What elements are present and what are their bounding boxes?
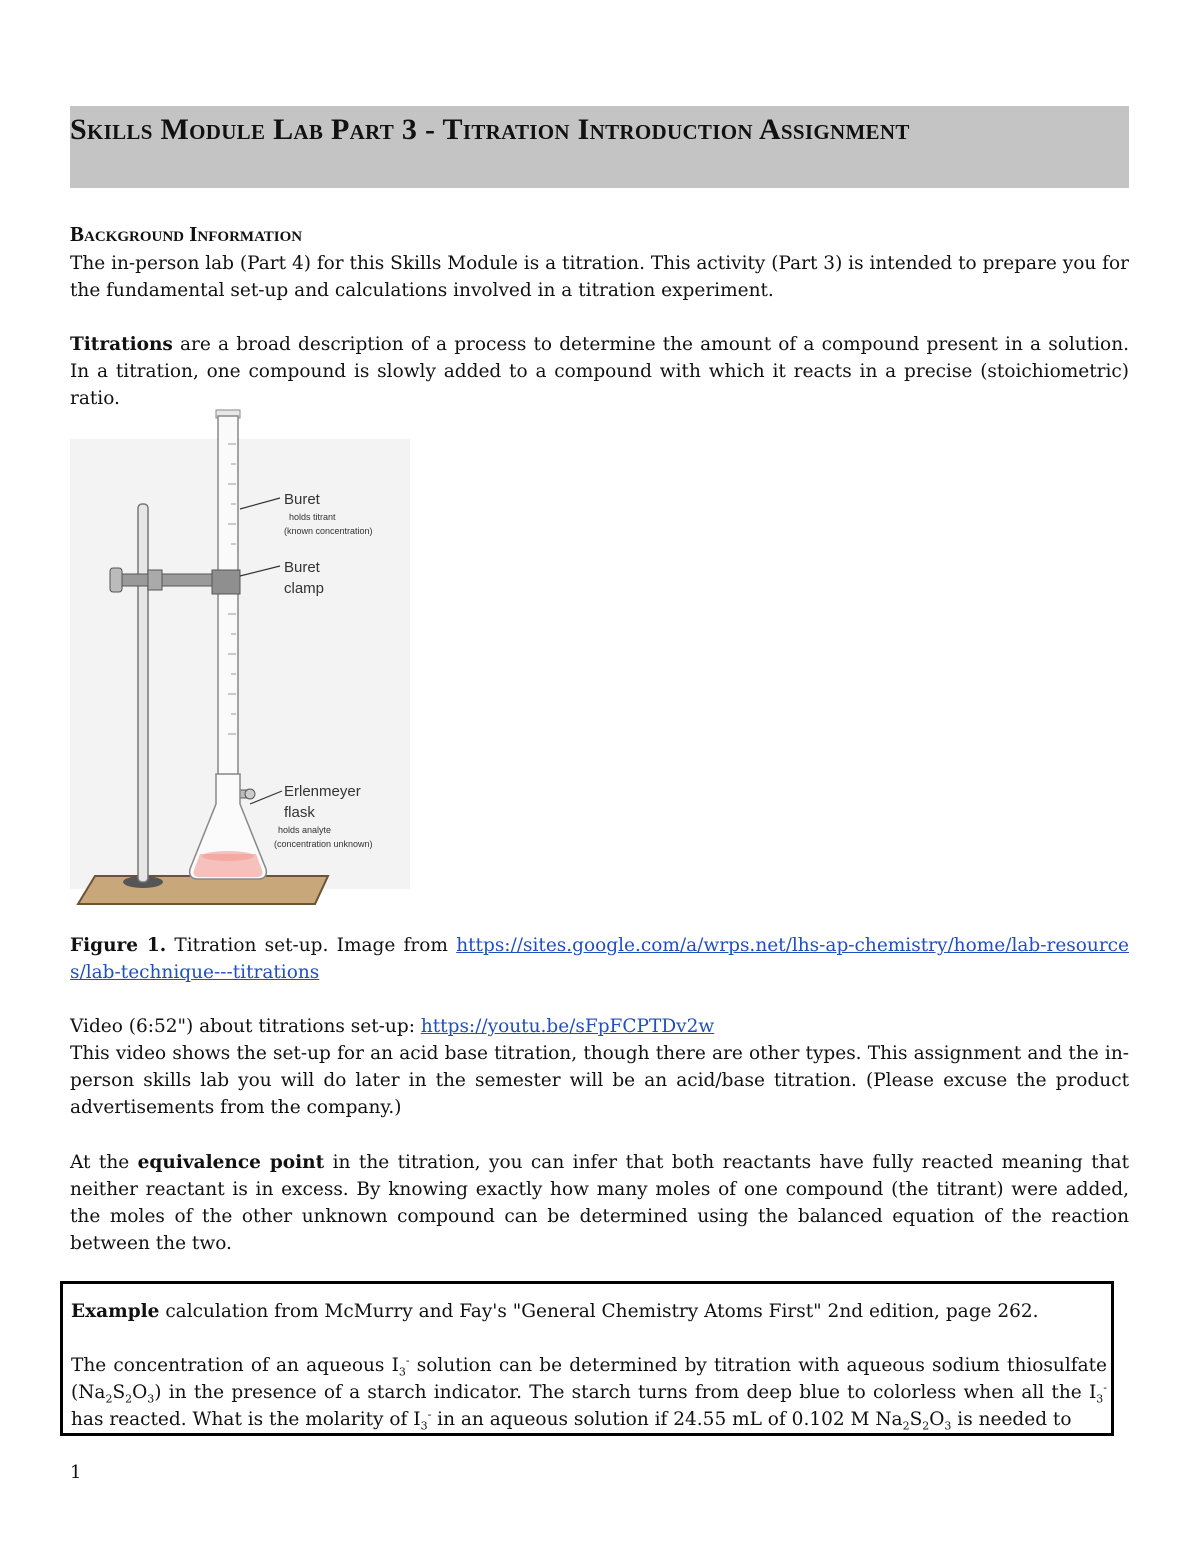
q-part-1: The concentration of an aqueous I <box>71 1355 399 1376</box>
s-symbol: S <box>112 1382 126 1403</box>
q-part-5: in an aqueous solution if 24.55 mL of 0.102 M Na <box>431 1409 903 1430</box>
label-flask-2: flask <box>284 804 315 821</box>
sub-3d: 3 <box>420 1419 428 1433</box>
equivalence-paragraph <box>70 1149 1129 1257</box>
clamp-knob <box>110 568 122 592</box>
label-clamp-2: clamp <box>284 580 325 597</box>
stopcock-handle <box>245 789 255 799</box>
label-flask-unknown: (concentration unknown) <box>274 839 373 849</box>
sub-3c: 3 <box>1096 1392 1104 1406</box>
video-prefix: Video (6:52") about titrations set-up: <box>70 1016 421 1037</box>
label-buret-known: (known concentration) <box>284 526 373 536</box>
example-intro <box>71 1298 1107 1325</box>
q-part-2: solution can be determined by titration with aqueous sodium thiosulfate (Na <box>71 1355 1107 1403</box>
sub-2c: 2 <box>902 1419 910 1433</box>
label-buret: Buret <box>284 491 320 508</box>
clamp-joint <box>148 570 162 590</box>
figure-caption-label: Figure 1. <box>70 935 167 956</box>
buret-clamp-grip <box>212 570 240 594</box>
figure-caption-text: Titration set-up. Image from <box>166 935 457 956</box>
figure-source-link[interactable]: https://sites.google.com/a/wrps.net/lhs-ap-chemistry/home/lab-resources/lab-technique---titrations <box>70 935 1129 983</box>
stand-rod <box>138 504 148 882</box>
example-question <box>71 1352 1107 1433</box>
titration-diagram <box>70 404 415 909</box>
page-number: 1 <box>70 1462 82 1483</box>
equivalence-text: in the titration, you can infer that both reactants have fully reacted meaning that neither reactant is in excess. By knowing exactly how many moles of one compound (the titrant) were added, the moles of the other unknown compound can be determined using the balanced equation of the reaction between the two. <box>70 1152 1130 1254</box>
sub-3b: 3 <box>147 1392 155 1406</box>
background-heading: Background Information <box>70 222 303 246</box>
equivalence-pre: At the <box>70 1152 138 1173</box>
sub-3: 3 <box>398 1365 406 1379</box>
q-part-3: ) in the presence of a starch indicator. The starch turns from deep blue to colorless when all the I <box>154 1382 1097 1403</box>
sup-minus-c: - <box>427 1407 432 1421</box>
sub-2d: 2 <box>922 1419 930 1433</box>
stand-base <box>78 876 328 904</box>
sup-minus-b: - <box>1103 1380 1107 1394</box>
o-symbol: O <box>132 1382 148 1403</box>
buret-tube <box>218 416 238 786</box>
example-intro-text: calculation from McMurry and Fay's "General Chemistry Atoms First" 2nd edition, page 262. <box>159 1301 1039 1322</box>
titration-setup-figure <box>70 404 415 909</box>
sub-3e: 3 <box>944 1419 952 1433</box>
figure-caption <box>70 932 1129 986</box>
video-description: This video shows the set-up for an acid base titration, though there are other types. This assignment and the in-person skills lab you will do later in the semester will be an acid/base titration. (Please excuse the product advertisements from the company.) <box>70 1043 1129 1118</box>
video-link[interactable]: https://youtu.be/sFpFCPTDv2w <box>420 1016 715 1037</box>
sup-minus: - <box>405 1353 410 1367</box>
label-flask-holds: holds analyte <box>278 825 332 835</box>
sub-2b: 2 <box>125 1392 133 1406</box>
q-part-6: is needed to <box>951 1409 1072 1430</box>
solution-surface <box>202 851 254 861</box>
video-line <box>70 1013 1129 1040</box>
o-symbol-b: O <box>929 1409 945 1430</box>
sub-2: 2 <box>105 1392 113 1406</box>
background-paragraph: The in-person lab (Part 4) for this Skills Module is a titration. This activity (Part 3) is intended to prepare you for the fundamental set-up and calculations involved in a titration experiment. <box>70 253 1129 301</box>
example-label: Example <box>71 1301 160 1322</box>
q-part-4: has reacted. What is the molarity of I <box>71 1409 421 1430</box>
equivalence-term: equivalence point <box>137 1152 325 1173</box>
titrations-term: Titrations <box>70 334 173 355</box>
label-flask-1: Erlenmeyer <box>284 783 361 800</box>
titrations-paragraph <box>70 331 1129 412</box>
page-title: Skills Module Lab Part 3 - Titration Introduction Assignment <box>70 113 910 146</box>
label-buret-holds: holds titrant <box>289 512 336 522</box>
example-box <box>60 1281 1114 1436</box>
titrations-text: are a broad description of a process to determine the amount of a compound present in a solution. In a titration, one compound is slowly added to a compound with which it reacts in a precise (stoichiometric) ratio. <box>70 334 1129 409</box>
s-symbol-b: S <box>909 1409 923 1430</box>
label-clamp-1: Buret <box>284 559 320 576</box>
